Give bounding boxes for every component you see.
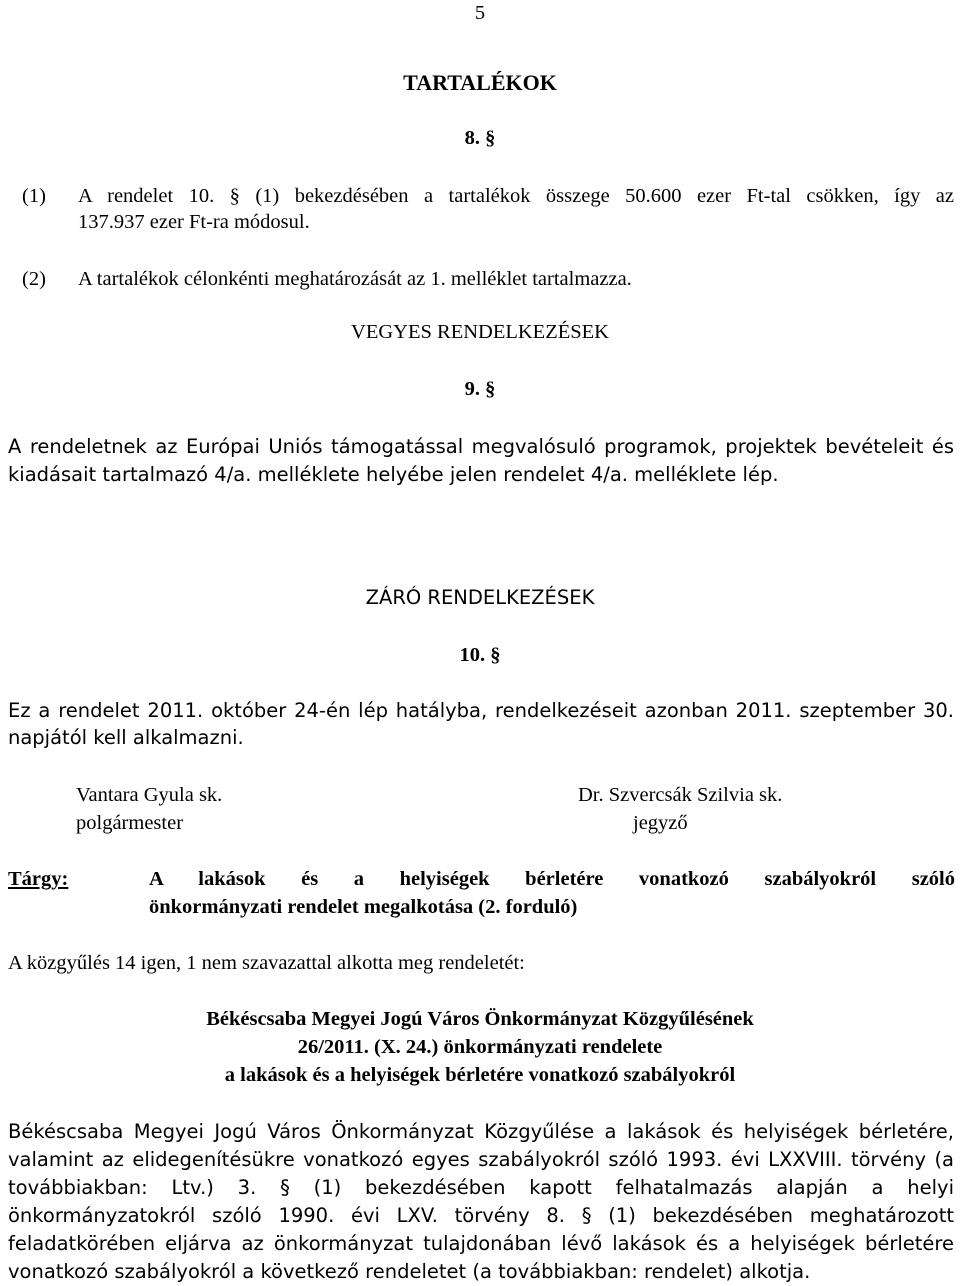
misc-line2: kiadásait tartalmazó 4/a. melléklete helyébe jelen rendelet 4/a. melléklete lép. — [8, 463, 779, 486]
paragraph-mark-9: 9. § — [464, 378, 496, 400]
item-number-2: (2) — [22, 268, 46, 290]
preamble-line1: Békéscsaba Megyei Jogú Város Önkormányzat Közgyűlése a lakások és helyiségek bérletére, — [8, 1120, 954, 1143]
section-title-final: ZÁRÓ RENDELKEZÉSEK — [365, 586, 595, 609]
final-line2: napjától kell alkalmazni. — [8, 726, 244, 749]
misc-line1: A rendeletnek az Európai Uniós támogatással megvalósuló programok, projektek bevételeit és — [8, 435, 954, 458]
decree-title-line2: 26/2011. (X. 24.) önkormányzati rendelete — [297, 1036, 663, 1058]
subject-label: Tárgy: — [8, 868, 69, 890]
page-number: 5 — [474, 2, 486, 24]
paragraph-mark-8: 8. § — [464, 127, 496, 149]
signature-left-title: polgármester — [76, 812, 184, 834]
signature-right-name: Dr. Szvercsák Szilvia sk. — [578, 784, 783, 806]
signature-left-name: Vantara Gyula sk. — [76, 784, 223, 806]
section-title-misc: VEGYES RENDELKEZÉSEK — [351, 321, 609, 343]
reserves-item2-text: A tartalékok célonkénti meghatározását az 1. melléklet tartalmazza. — [78, 268, 632, 290]
decree-title-line3: a lakások és a helyiségek bérletére vonatkozó szabályokról — [224, 1064, 736, 1086]
preamble-line2: valamint az elidegenítésükre vonatkozó egyes szabályokról szóló 1993. évi LXXVIII. törvény (a — [8, 1148, 954, 1171]
preamble-line3: továbbiakban: Ltv.) 3. § (1) bekezdésében kapott felhatalmazás alapján a helyi — [8, 1176, 954, 1199]
item-number-1: (1) — [22, 185, 46, 207]
paragraph-mark-10: 10. § — [459, 644, 501, 666]
reserves-item1-line1: A rendelet 10. § (1) bekezdésében a tartalékok összege 50.600 ezer Ft-tal csökken, így az — [78, 185, 954, 207]
section-title-reserves: TARTALÉKOK — [403, 70, 557, 95]
subject-line1: A lakások és a helyiségek bérletére vonatkozó szabályokról szóló — [149, 868, 955, 890]
vote-text: A közgyűlés 14 igen, 1 nem szavazattal alkotta meg rendeletét: — [8, 952, 525, 974]
reserves-item1-line2: 137.937 ezer Ft-ra módosul. — [78, 211, 310, 233]
preamble-line4: önkormányzatokról szóló 1990. évi LXV. törvény 8. § (1) bekezdésében meghatározott — [8, 1204, 954, 1227]
decree-title-line1: Békéscsaba Megyei Jogú Város Önkormányzat Közgyűlésének — [206, 1008, 754, 1030]
preamble-line5: feladatkörében eljárva az önkormányzat tulajdonában lévő lakások és a helyiségek bérletére — [8, 1232, 954, 1255]
final-line1: Ez a rendelet 2011. október 24-én lép hatályba, rendelkezéseit azonban 2011. szeptember 30. — [8, 699, 954, 722]
subject-line2: önkormányzati rendelet megalkotása (2. forduló) — [149, 896, 578, 918]
signature-right-title: jegyző — [633, 812, 688, 834]
preamble-line6: vonatkozó szabályokról a következő rendeletet (a továbbiakban: rendelet) alkotja. — [8, 1260, 811, 1283]
